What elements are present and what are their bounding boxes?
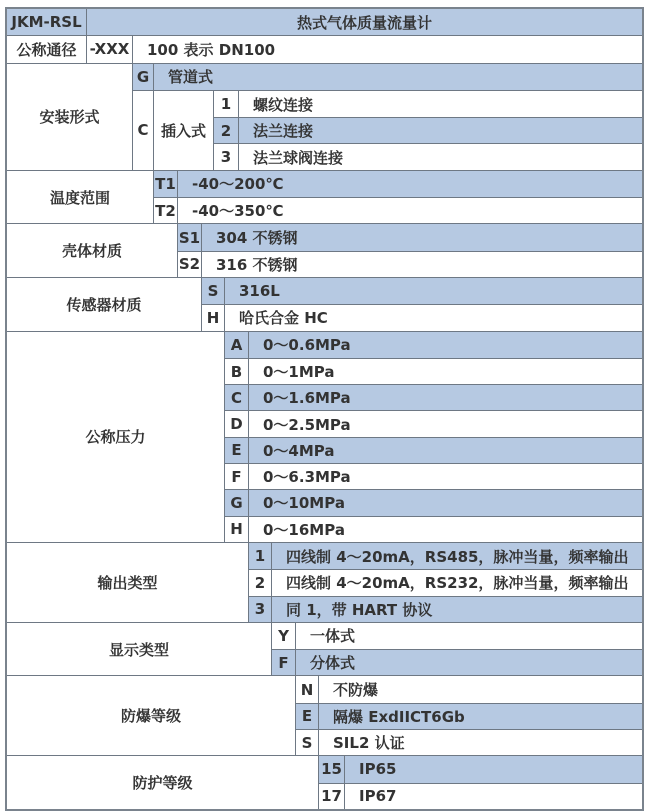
option-key: N xyxy=(296,676,319,702)
insert-key-cell: C xyxy=(133,91,154,170)
option-value: 四线制 4～20mA，RS232，脉冲当量，频率输出 xyxy=(286,574,629,593)
option-value: 0～2.5MPa xyxy=(263,415,351,434)
section-install xyxy=(7,63,642,170)
option-row xyxy=(225,437,642,463)
option-key: T2 xyxy=(154,198,178,223)
option-key: B xyxy=(225,359,249,384)
option-key: F xyxy=(272,650,296,675)
option-value: 0～6.3MPa xyxy=(263,468,351,487)
option-row xyxy=(225,463,642,489)
option-row xyxy=(319,783,642,809)
option-key: 1 xyxy=(249,543,272,569)
option-key: E xyxy=(225,438,249,463)
option-value: IP65 xyxy=(359,760,397,779)
dn-desc-cell: 100 表示 DN100 xyxy=(147,40,276,59)
option-value: 0～1MPa xyxy=(263,363,335,381)
install-pipe-row xyxy=(133,64,642,90)
section-housing xyxy=(7,223,642,277)
product-name-cell: 热式气体质量流量计 xyxy=(296,13,432,32)
option-value: 法兰球阀连接 xyxy=(253,148,344,167)
option-row xyxy=(154,197,642,223)
option-row xyxy=(225,489,642,515)
option-key: 3 xyxy=(214,144,239,169)
option-row xyxy=(225,358,642,384)
option-row xyxy=(249,596,642,622)
option-key: S xyxy=(296,730,319,755)
option-row xyxy=(225,410,642,436)
option-value: -40～350℃ xyxy=(192,202,284,221)
option-key: T1 xyxy=(154,171,178,197)
option-row xyxy=(225,516,642,542)
option-value: 0～10MPa xyxy=(263,494,345,513)
option-value: 法兰连接 xyxy=(253,122,314,141)
install-option-row xyxy=(214,117,642,143)
display-label: 显示类型 xyxy=(7,623,272,676)
option-value: 同 1，带 HART 协议 xyxy=(286,600,433,619)
protection-label: 防护等级 xyxy=(7,756,319,809)
header-row xyxy=(7,9,642,35)
install-insert-group xyxy=(133,90,642,170)
option-row xyxy=(202,278,642,304)
option-key: A xyxy=(225,332,249,358)
option-key: 17 xyxy=(319,784,345,809)
option-key: H xyxy=(225,517,249,542)
option-value: 一体式 xyxy=(310,627,356,646)
housing-label: 壳体材质 xyxy=(7,224,178,277)
option-row xyxy=(225,332,642,358)
option-key: S1 xyxy=(178,224,202,250)
section-explosion xyxy=(7,675,642,755)
option-value: 隔爆 ExdIICT6Gb xyxy=(333,707,465,726)
option-value: 0～1.6MPa xyxy=(263,389,351,408)
option-key: C xyxy=(225,385,249,410)
section-temperature xyxy=(7,170,642,224)
option-row xyxy=(272,649,642,675)
option-key: S xyxy=(202,278,225,304)
option-key: E xyxy=(296,704,319,729)
temperature-label: 温度范围 xyxy=(7,171,154,224)
model-cell: JKM-RSL xyxy=(7,9,87,35)
section-output xyxy=(7,542,642,622)
dn-label: 公称通径 xyxy=(7,36,87,62)
option-key: Y xyxy=(272,623,296,649)
option-key: F xyxy=(225,464,249,489)
option-value: 不防爆 xyxy=(333,681,379,700)
option-value: 316 不锈钢 xyxy=(216,255,298,274)
option-value: 304 不锈钢 xyxy=(216,229,298,248)
install-option-row xyxy=(214,143,642,169)
option-row xyxy=(296,676,642,702)
section-dn xyxy=(7,35,642,62)
section-display xyxy=(7,622,642,676)
option-value: 316L xyxy=(239,282,280,301)
option-value: 哈氏合金 HC xyxy=(239,309,328,328)
option-key: 3 xyxy=(249,597,272,622)
option-row xyxy=(249,569,642,595)
insert-type-cell: 插入式 xyxy=(154,91,214,170)
option-key: D xyxy=(225,411,249,436)
sensor-label: 传感器材质 xyxy=(7,278,202,331)
option-row xyxy=(154,171,642,197)
option-value: 四线制 4～20mA，RS485，脉冲当量，频率输出 xyxy=(286,547,629,566)
option-value: 0～0.6MPa xyxy=(263,336,351,355)
option-value: SIL2 认证 xyxy=(333,734,405,753)
option-value: 螺纹连接 xyxy=(253,95,314,114)
install-option-row xyxy=(214,91,642,117)
option-key: S2 xyxy=(178,252,202,277)
spec-table xyxy=(5,7,644,811)
section-pressure xyxy=(7,331,642,542)
explosion-label: 防爆等级 xyxy=(7,676,296,755)
option-value: IP67 xyxy=(359,787,397,806)
option-key: G xyxy=(133,64,154,90)
option-value: 分体式 xyxy=(310,654,356,673)
option-row xyxy=(178,224,642,250)
option-row xyxy=(249,543,642,569)
section-protection xyxy=(7,755,642,809)
option-value: -40～200℃ xyxy=(192,175,284,194)
pressure-label: 公称压力 xyxy=(7,332,225,542)
option-key: G xyxy=(225,490,249,515)
option-value: 管道式 xyxy=(168,68,214,87)
option-key: 15 xyxy=(319,756,345,782)
option-row xyxy=(202,304,642,330)
install-label: 安装形式 xyxy=(7,64,133,170)
dn-code-cell: -XXX xyxy=(87,36,133,62)
option-row xyxy=(319,756,642,782)
option-row xyxy=(296,729,642,755)
option-row xyxy=(272,623,642,649)
option-key: 2 xyxy=(249,570,272,595)
option-row xyxy=(296,703,642,729)
option-key: H xyxy=(202,305,225,330)
option-value: 0～4MPa xyxy=(263,441,335,460)
output-label: 输出类型 xyxy=(7,543,249,622)
option-key: 2 xyxy=(214,118,239,143)
option-key: 1 xyxy=(214,91,239,117)
option-row xyxy=(178,251,642,277)
option-row xyxy=(225,384,642,410)
section-sensor xyxy=(7,277,642,331)
option-value: 0～16MPa xyxy=(263,520,345,539)
